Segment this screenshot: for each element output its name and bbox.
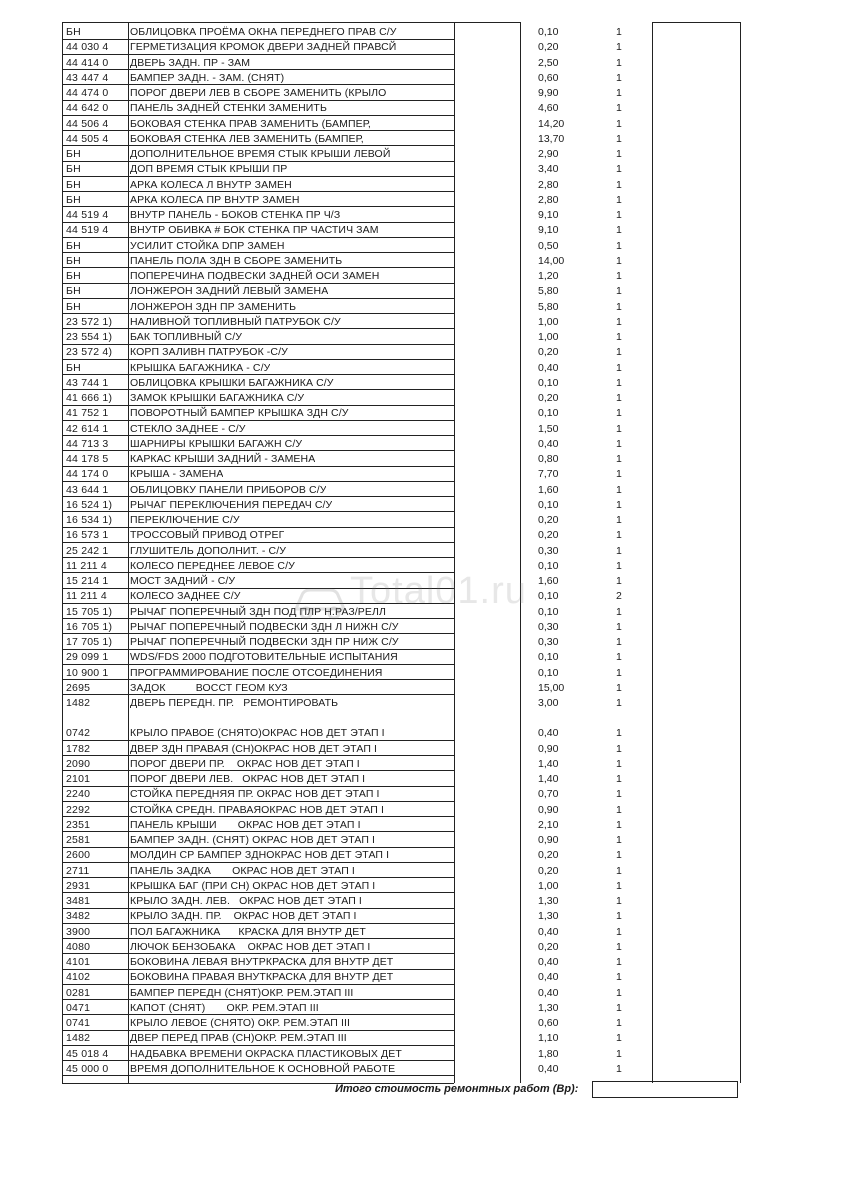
operation-description: ЗАДОК ВОССТ ГЕОМ КУЗ (130, 681, 288, 694)
operation-time: 4,60 (538, 102, 559, 115)
row-separator (62, 511, 454, 512)
operation-code: 43 744 1 (66, 376, 109, 389)
operation-time: 2,50 (538, 56, 559, 69)
operation-code: 45 018 4 (66, 1047, 109, 1060)
operation-time: 0,10 (538, 590, 559, 603)
operation-quantity: 1 (616, 209, 622, 221)
operation-description: РЫЧАГ ПЕРЕКЛЮЧЕНИЯ ПЕРЕДАЧ С/У (130, 498, 333, 511)
operation-time: 1,10 (538, 1032, 559, 1045)
operation-time: 0,40 (538, 956, 559, 968)
operation-time: 1,40 (538, 757, 559, 770)
operation-time: 0,30 (538, 544, 559, 557)
operation-description: ДВЕР ЗДН ПРАВАЯ (СН)ОКРАС НОВ ДЕТ ЭТАП I (130, 742, 378, 755)
operation-code: 2351 (66, 818, 91, 831)
operation-time: 0,10 (538, 559, 559, 572)
operation-description: ПОПЕРЕЧИНА ПОДВЕСКИ ЗАДНЕЙ ОСИ ЗАМЕН (130, 270, 380, 282)
operation-code: 25 242 1 (66, 544, 109, 557)
operation-time: 9,10 (538, 224, 559, 237)
operation-code: 2581 (66, 834, 91, 846)
operation-code: 2101 (66, 773, 91, 785)
operation-time: 0,40 (538, 1062, 559, 1075)
operation-time: 0,20 (538, 864, 559, 877)
row-separator (62, 466, 454, 467)
operation-time: 2,10 (538, 818, 559, 831)
operation-description: ПОЛ БАГАЖНИКА КРАСКА ДЛЯ ВНУТР ДЕТ (130, 925, 366, 938)
grid-line-desc-blank (454, 22, 455, 1083)
operation-time: 0,20 (538, 514, 559, 526)
operation-quantity: 1 (616, 346, 622, 359)
operation-description: КАРКАС КРЫШИ ЗАДНИЙ - ЗАМЕНА (130, 453, 316, 465)
operation-code: 16 705 1) (66, 620, 113, 633)
operation-quantity: 1 (616, 559, 622, 572)
grid-line-code-desc (128, 22, 129, 1083)
operation-code: 44 174 0 (66, 468, 109, 481)
operation-code: 2695 (66, 681, 91, 694)
operation-time: 1,30 (538, 1001, 559, 1014)
grid-line-top-far (652, 22, 740, 23)
operation-time: 0,60 (538, 71, 559, 84)
operation-description: ДОПОЛНИТЕЛЬНОЕ ВРЕМЯ СТЫК КРЫШИ ЛЕВОЙ (130, 148, 391, 160)
operation-time: 0,40 (538, 727, 559, 740)
operation-quantity: 1 (616, 514, 622, 526)
operation-description: КРЫШКА БАГАЖНИКА - С/У (130, 361, 271, 374)
operation-quantity: 1 (616, 544, 622, 557)
operation-code: 41 752 1 (66, 407, 109, 420)
operation-description: ПАНЕЛЬ ПОЛА ЗДН В СБОРЕ ЗАМЕНИТЬ (130, 254, 343, 267)
operation-quantity: 1 (616, 392, 622, 404)
operation-code: БН (66, 163, 81, 176)
operation-quantity: 1 (616, 498, 622, 511)
operation-time: 1,30 (538, 910, 559, 923)
operation-time: 0,20 (538, 849, 559, 862)
operation-description: УСИЛИТ СТОЙКА DПР ЗАМЕН (130, 239, 285, 252)
operation-quantity: 1 (616, 117, 622, 130)
operation-time: 0,20 (538, 346, 559, 359)
operation-code: 2600 (66, 849, 91, 862)
total-cost-label: Итого стоимость ремонтных работ (Вр): (335, 1083, 579, 1095)
operation-code: 2090 (66, 757, 91, 770)
operation-code: БН (66, 361, 81, 374)
operation-description: ГЛУШИТЕЛЬ ДОПОЛНИТ. - С/У (130, 544, 287, 557)
operation-description: КОЛЕСО ЗАДНЕЕ С/У (130, 590, 241, 603)
operation-time: 1,50 (538, 422, 559, 435)
operation-quantity: 1 (616, 1047, 622, 1060)
operation-quantity: 1 (616, 331, 622, 343)
operation-quantity: 1 (616, 666, 622, 679)
operation-quantity: 1 (616, 757, 622, 770)
operation-quantity: 1 (616, 87, 622, 99)
operation-code: 0281 (66, 986, 91, 999)
row-separator (62, 328, 454, 329)
operation-code: 1482 (66, 1032, 91, 1045)
operation-description: МОСТ ЗАДНИЙ - С/У (130, 575, 236, 587)
operation-code: БН (66, 254, 81, 267)
operation-quantity: 1 (616, 742, 622, 755)
operation-quantity: 1 (616, 285, 622, 298)
operation-description: ПАНЕЛЬ ЗАДНЕЙ СТЕНКИ ЗАМЕНИТЬ (130, 102, 327, 115)
operation-code: 16 573 1 (66, 529, 109, 542)
operation-time: 1,00 (538, 879, 559, 892)
operation-quantity: 1 (616, 422, 622, 435)
operation-quantity: 1 (616, 864, 622, 877)
operation-description: СТОЙКА ПЕРЕДНЯЯ ПР. ОКРАС НОВ ДЕТ ЭТАП I (130, 788, 380, 801)
operation-quantity: 1 (616, 163, 622, 176)
operation-time: 2,90 (538, 148, 559, 160)
operation-description: КРЫЛО ПРАВОЕ (СНЯТО)ОКРАС НОВ ДЕТ ЭТАП I (130, 727, 385, 740)
operation-code: 4101 (66, 956, 91, 968)
operation-time: 0,10 (538, 376, 559, 389)
operation-time: 3,40 (538, 163, 559, 176)
operation-description: БОКОВИНА ЛЕВАЯ ВНУТРКРАСКА ДЛЯ ВНУТР ДЕТ (130, 956, 394, 968)
operation-time: 5,80 (538, 285, 559, 298)
operation-code: 3481 (66, 895, 91, 907)
grid-line-top (62, 22, 454, 23)
operation-time: 0,50 (538, 239, 559, 252)
operation-description: ТРОССОВЫЙ ПРИВОД ОТРЕГ (130, 529, 285, 542)
operation-code: БН (66, 300, 81, 313)
operation-quantity: 1 (616, 1032, 622, 1045)
operation-description: БАК ТОПЛИВНЫЙ С/У (130, 331, 243, 343)
operation-time: 1,80 (538, 1047, 559, 1060)
operation-time: 1,60 (538, 575, 559, 587)
operation-description: КРЫШКА БАГ (ПРИ СН) ОКРАС НОВ ДЕТ ЭТАП I (130, 879, 376, 892)
operation-time: 14,00 (538, 254, 565, 267)
operation-description: СТЕКЛО ЗАДНЕЕ - С/У (130, 422, 246, 435)
operation-time: 0,30 (538, 636, 559, 648)
operation-quantity: 2 (616, 590, 622, 603)
operation-description: БОКОВИНА ПРАВАЯ ВНУТКРАСКА ДЛЯ ВНУТР ДЕТ (130, 971, 394, 984)
operation-time: 0,70 (538, 788, 559, 801)
operation-description: ПАНЕЛЬ КРЫШИ ОКРАС НОВ ДЕТ ЭТАП I (130, 818, 361, 831)
operation-description: АРКА КОЛЕСА Л ВНУТР ЗАМЕН (130, 178, 292, 191)
operation-description: БАМПЕР ПЕРЕДН (СНЯТ)ОКР. РЕМ.ЭТАП III (130, 986, 354, 999)
operation-code: 23 572 1) (66, 315, 113, 328)
operation-code: 1482 (66, 697, 91, 709)
operation-time: 0,60 (538, 1017, 559, 1029)
row-separator (62, 54, 454, 55)
operation-code: 44 178 5 (66, 453, 109, 465)
operation-description: ПАНЕЛЬ ЗАДКА ОКРАС НОВ ДЕТ ЭТАП I (130, 864, 355, 877)
operation-description: ЛЮЧОК БЕНЗОБАКА ОКРАС НОВ ДЕТ ЭТАП I (130, 940, 371, 953)
operation-code: 0471 (66, 1001, 91, 1014)
operation-code: 15 214 1 (66, 575, 109, 587)
operation-time: 1,20 (538, 270, 559, 282)
operation-time: 1,60 (538, 483, 559, 496)
operation-description: ПОРОГ ДВЕРИ ПР. ОКРАС НОВ ДЕТ ЭТАП I (130, 757, 360, 770)
operation-description: ДОП ВРЕМЯ СТЫК КРЫШИ ПР (130, 163, 288, 176)
operation-description: БАМПЕР ЗАДН. - ЗАМ. (СНЯТ) (130, 71, 285, 84)
operation-time: 0,40 (538, 986, 559, 999)
operation-code: 11 211 4 (66, 590, 107, 603)
operation-description: ПОРОГ ДВЕРИ ЛЕВ В СБОРЕ ЗАМЕНИТЬ (КРЫЛО (130, 87, 387, 99)
operation-time: 14,20 (538, 117, 565, 130)
operation-description: ПОВОРОТНЫЙ БАМПЕР КРЫШКА ЗДН С/У (130, 407, 349, 420)
operation-time: 2,80 (538, 178, 559, 191)
operation-time: 0,10 (538, 26, 559, 38)
operation-description: КРЫЛО ЗАДН. ЛЕВ. ОКРАС НОВ ДЕТ ЭТАП I (130, 895, 362, 907)
operation-code: 44 519 4 (66, 209, 109, 221)
operation-description: КРЫЛО ЛЕВОЕ (СНЯТО) ОКР. РЕМ.ЭТАП III (130, 1017, 351, 1029)
operation-description: АРКА КОЛЕСА ПР ВНУТР ЗАМЕН (130, 193, 300, 206)
operation-time: 0,10 (538, 666, 559, 679)
operation-quantity: 1 (616, 605, 622, 618)
operation-code: 44 506 4 (66, 117, 109, 130)
operation-quantity: 1 (616, 224, 622, 237)
operation-code: 2931 (66, 879, 91, 892)
operation-quantity: 1 (616, 925, 622, 938)
operation-code: 44 642 0 (66, 102, 109, 115)
operation-quantity: 1 (616, 1017, 622, 1029)
operation-description: КОРП ЗАЛИВН ПАТРУБОК -С/У (130, 346, 288, 359)
operation-description: WDS/FDS 2000 ПОДГОТОВИТЕЛЬНЫЕ ИСПЫТАНИЯ (130, 651, 398, 664)
operation-code: 44 713 3 (66, 437, 109, 450)
operation-code: 2292 (66, 803, 91, 816)
operation-quantity: 1 (616, 879, 622, 892)
operation-code: БН (66, 285, 81, 298)
operation-time: 0,20 (538, 41, 559, 54)
operation-code: 44 474 0 (66, 87, 109, 99)
operation-quantity: 1 (616, 483, 622, 496)
operation-description: ВНУТР ОБИВКА # БОК СТЕНКА ПР ЧАСТИЧ ЗАМ (130, 224, 379, 237)
operation-code: 29 099 1 (66, 651, 109, 664)
operation-quantity: 1 (616, 453, 622, 465)
operation-quantity: 1 (616, 300, 622, 313)
operation-code: 2240 (66, 788, 91, 801)
operation-quantity: 1 (616, 71, 622, 84)
operation-time: 0,20 (538, 940, 559, 953)
operation-code: 2711 (66, 864, 90, 877)
operation-description: КРЫЛО ЗАДН. ПР. ОКРАС НОВ ДЕТ ЭТАП I (130, 910, 357, 923)
operation-time: 0,20 (538, 529, 559, 542)
row-separator (62, 1075, 454, 1076)
operation-time: 0,80 (538, 453, 559, 465)
operation-quantity: 1 (616, 895, 622, 907)
operation-quantity: 1 (616, 1062, 622, 1075)
operation-quantity: 1 (616, 849, 622, 862)
operation-time: 0,10 (538, 605, 559, 618)
operation-time: 9,10 (538, 209, 559, 221)
operation-description: КОЛЕСО ПЕРЕДНЕЕ ЛЕВОЕ С/У (130, 559, 295, 572)
operation-code: БН (66, 26, 81, 38)
grid-line-blank-time (520, 22, 521, 1083)
operation-quantity: 1 (616, 178, 622, 191)
operation-code: 0742 (66, 727, 91, 740)
operation-time: 0,20 (538, 392, 559, 404)
operation-time: 13,70 (538, 132, 565, 145)
operation-time: 9,90 (538, 87, 559, 99)
operation-time: 0,40 (538, 971, 559, 984)
operation-time: 7,70 (538, 468, 559, 481)
operation-code: 45 000 0 (66, 1062, 109, 1075)
operation-description: ЛОНЖЕРОН ЗАДНИЙ ЛЕВЫЙ ЗАМЕНА (130, 285, 329, 298)
operation-code: 0741 (66, 1017, 91, 1029)
operation-code: 42 614 1 (66, 422, 109, 435)
operation-quantity: 1 (616, 407, 622, 420)
operation-time: 0,40 (538, 925, 559, 938)
operation-time: 0,90 (538, 834, 559, 846)
operation-time: 1,30 (538, 895, 559, 907)
operation-description: РЫЧАГ ПОПЕРЕЧНЫЙ ПОДВЕСКИ ЗДН Л НИЖН С/У (130, 620, 399, 633)
operation-code: 15 705 1) (66, 605, 113, 618)
operation-description: НАЛИВНОЙ ТОПЛИВНЫЙ ПАТРУБОК С/У (130, 315, 341, 328)
operation-quantity: 1 (616, 1001, 622, 1014)
operation-quantity: 1 (616, 56, 622, 69)
operation-quantity: 1 (616, 376, 622, 389)
operation-quantity: 1 (616, 986, 622, 999)
operation-quantity: 1 (616, 697, 622, 709)
operation-quantity: 1 (616, 788, 622, 801)
operation-quantity: 1 (616, 834, 622, 846)
operation-quantity: 1 (616, 468, 622, 481)
operation-code: 44 519 4 (66, 224, 109, 237)
operation-quantity: 1 (616, 681, 622, 694)
operation-description: ШАРНИРЫ КРЫШКИ БАГАЖН С/У (130, 437, 303, 450)
operation-description: ПОРОГ ДВЕРИ ЛЕВ. ОКРАС НОВ ДЕТ ЭТАП I (130, 773, 366, 785)
operation-quantity: 1 (616, 620, 622, 633)
operation-time: 0,90 (538, 742, 559, 755)
operation-description: ГЕРМЕТИЗАЦИЯ КРОМОК ДВЕРИ ЗАДНЕЙ ПРАВСЙ (130, 41, 397, 54)
operation-code: 11 211 4 (66, 559, 107, 572)
operation-code: БН (66, 270, 81, 282)
operation-quantity: 1 (616, 239, 622, 252)
operation-code: 43 447 4 (66, 71, 109, 84)
operation-description: ОБЛИЦОВКУ ПАНЕЛИ ПРИБОРОВ С/У (130, 483, 327, 496)
operation-time: 0,10 (538, 498, 559, 511)
operation-quantity: 1 (616, 803, 622, 816)
operation-code: 1782 (66, 742, 91, 755)
operation-quantity: 1 (616, 41, 622, 54)
operation-quantity: 1 (616, 270, 622, 282)
operation-quantity: 1 (616, 727, 622, 740)
operation-description: ПРОГРАММИРОВАНИЕ ПОСЛЕ ОТСОЕДИНЕНИЯ (130, 666, 383, 679)
operation-code: 43 644 1 (66, 483, 109, 496)
operation-quantity: 1 (616, 636, 622, 648)
total-cost-box (592, 1081, 738, 1098)
operation-code: 17 705 1) (66, 636, 113, 648)
operation-time: 1,40 (538, 773, 559, 785)
row-separator (62, 420, 454, 421)
operation-code: 4102 (66, 971, 91, 984)
operation-code: 41 666 1) (66, 392, 113, 404)
operation-quantity: 1 (616, 575, 622, 587)
operation-time: 5,80 (538, 300, 559, 313)
grid-line-qty-right (652, 22, 653, 1083)
operation-code: БН (66, 193, 81, 206)
operation-code: 10 900 1 (66, 666, 109, 679)
operation-code: 3482 (66, 910, 91, 923)
operation-time: 0,10 (538, 651, 559, 664)
operation-time: 0,30 (538, 620, 559, 633)
operation-time: 2,80 (538, 193, 559, 206)
operation-time: 15,00 (538, 681, 565, 694)
operation-code: 44 505 4 (66, 132, 109, 145)
operation-description: ЛОНЖЕРОН ЗДН ПР ЗАМЕНИТЬ (130, 300, 297, 313)
operation-quantity: 1 (616, 971, 622, 984)
operation-description: РЫЧАГ ПОПЕРЕЧНЫЙ ЗДН ПОД ПЛР Н.РАЗ/РЕЛЛ (130, 605, 386, 618)
operation-description: ВРЕМЯ ДОПОЛНИТЕЛЬНОЕ К ОСНОВНОЙ РАБОТЕ (130, 1062, 396, 1075)
operation-time: 0,90 (538, 803, 559, 816)
operation-quantity: 1 (616, 910, 622, 923)
operation-quantity: 1 (616, 437, 622, 450)
operation-quantity: 1 (616, 148, 622, 160)
operation-quantity: 1 (616, 651, 622, 664)
operation-description: ДВЕР ПЕРЕД ПРАВ (СН)ОКР. РЕМ.ЭТАП III (130, 1032, 347, 1045)
operation-quantity: 1 (616, 956, 622, 968)
operation-quantity: 1 (616, 102, 622, 115)
operation-code: 23 554 1) (66, 331, 113, 343)
watermark-text: Total01.ru (350, 570, 527, 612)
operation-quantity: 1 (616, 361, 622, 374)
watermark-car-icon (290, 575, 350, 625)
operation-description: СТОЙКА СРЕДН. ПРАВАЯОКРАС НОВ ДЕТ ЭТАП I (130, 803, 384, 816)
operation-description: КАПОТ (СНЯТ) ОКР. РЕМ.ЭТАП III (130, 1001, 319, 1014)
operation-description: ЗАМОК КРЫШКИ БАГАЖНИКА С/У (130, 392, 305, 404)
operation-quantity: 1 (616, 132, 622, 145)
operation-description: КРЫША - ЗАМЕНА (130, 468, 224, 481)
operation-description: ОБЛИЦОВКА ПРОЁМА ОКНА ПЕРЕДНЕГО ПРАВ С/У (130, 26, 397, 38)
operation-code: БН (66, 239, 81, 252)
operation-quantity: 1 (616, 940, 622, 953)
operation-time: 1,00 (538, 331, 559, 343)
operation-description: ПЕРЕКЛЮЧЕНИЕ С/У (130, 514, 240, 526)
operation-quantity: 1 (616, 193, 622, 206)
operation-quantity: 1 (616, 818, 622, 831)
operation-quantity: 1 (616, 26, 622, 38)
operation-description: МОЛДИН СР БАМПЕР ЗДНОКРАС НОВ ДЕТ ЭТАП I (130, 849, 390, 862)
operation-code: 44 030 4 (66, 41, 109, 54)
operation-code: БН (66, 178, 81, 191)
operation-description: БОКОВАЯ СТЕНКА ЛЕВ ЗАМЕНИТЬ (БАМПЕР, (130, 132, 364, 145)
operation-time: 1,00 (538, 315, 559, 328)
operation-code: БН (66, 148, 81, 160)
grid-line-top-right (454, 22, 520, 23)
operation-description: ДВЕРЬ ПЕРЕДН. ПР. РЕМОНТИРОВАТЬ (130, 697, 339, 709)
operation-code: 3900 (66, 925, 91, 938)
operation-quantity: 1 (616, 315, 622, 328)
operation-time: 0,40 (538, 437, 559, 450)
operation-time: 0,10 (538, 407, 559, 420)
operation-code: 4080 (66, 940, 91, 953)
operation-description: НАДБАВКА ВРЕМЕНИ ОКРАСКА ПЛАСТИКОВЫХ ДЕТ (130, 1047, 402, 1060)
operation-time: 0,40 (538, 361, 559, 374)
operation-quantity: 1 (616, 773, 622, 785)
operation-code: 44 414 0 (66, 56, 109, 69)
operation-quantity: 1 (616, 529, 622, 542)
operation-code: 16 524 1) (66, 498, 113, 511)
operation-description: ОБЛИЦОВКА КРЫШКИ БАГАЖНИКА С/У (130, 376, 334, 389)
operation-description: БОКОВАЯ СТЕНКА ПРАВ ЗАМЕНИТЬ (БАМПЕР, (130, 117, 371, 130)
operation-time: 3,00 (538, 697, 559, 709)
operation-description: БАМПЕР ЗАДН. (СНЯТ) ОКРАС НОВ ДЕТ ЭТАП I (130, 834, 376, 846)
operation-description: ВНУТР ПАНЕЛЬ - БОКОВ СТЕНКА ПР Ч/З (130, 209, 341, 221)
operation-description: РЫЧАГ ПОПЕРЕЧНЫЙ ПОДВЕСКИ ЗДН ПР НИЖ С/У (130, 636, 399, 648)
grid-line-left (62, 22, 63, 1083)
grid-line-right (740, 22, 741, 1083)
operation-quantity: 1 (616, 254, 622, 267)
operation-code: 16 534 1) (66, 514, 113, 526)
operation-description: ДВЕРЬ ЗАДН. ПР - ЗАМ (130, 56, 251, 69)
operation-code: 23 572 4) (66, 346, 113, 359)
